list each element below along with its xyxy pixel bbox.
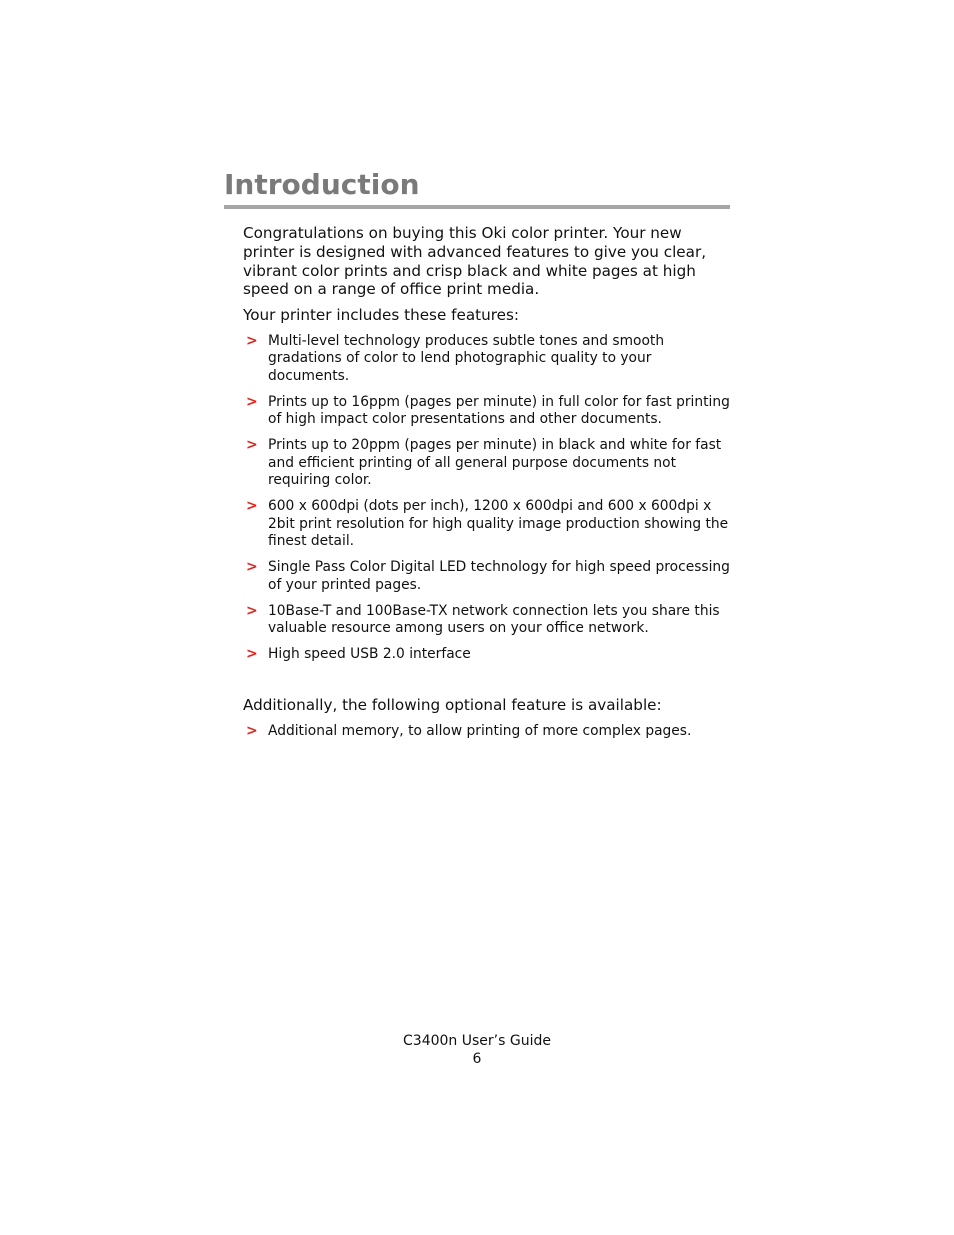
bullet-arrow-icon: > <box>246 602 258 619</box>
bullet-arrow-icon: > <box>246 559 258 576</box>
bullet-arrow-icon: > <box>246 722 258 739</box>
optional-feature-list <box>243 723 733 740</box>
list-item <box>243 603 733 638</box>
page-title: Introduction <box>224 168 420 201</box>
page-footer <box>0 1032 954 1068</box>
title-rule <box>224 205 730 209</box>
list-item <box>243 394 733 429</box>
feature-text: 10Base-T and 100Base-TX network connection lets you share this valuable resource among users on your office network. <box>268 602 720 637</box>
body-content <box>243 224 733 749</box>
bullet-arrow-icon: > <box>246 646 258 663</box>
feature-text: 600 x 600dpi (dots per inch), 1200 x 600dpi and 600 x 600dpi x 2bit print resolution for high quality image production showing the finest detail. <box>268 498 729 549</box>
page-number: 6 <box>472 1051 482 1067</box>
feature-text: High speed USB 2.0 interface <box>268 646 471 663</box>
optional-features-intro: Additionally, the following optional feature is available: <box>243 695 662 714</box>
guide-name: C3400n User’s Guide <box>403 1033 551 1049</box>
features-intro: Your printer includes these features: <box>243 306 519 325</box>
optional-feature-text: Additional memory, to allow printing of more complex pages. <box>268 722 692 739</box>
list-item <box>243 498 733 550</box>
list-item <box>243 559 733 594</box>
feature-text: Prints up to 20ppm (pages per minute) in black and white for fast and efficient printing of all general purpose documents not requiring color. <box>268 437 722 489</box>
heading-block <box>224 166 730 209</box>
feature-text: Multi-level technology produces subtle tones and smooth gradations of color to lend photographic quality to your documents. <box>268 332 665 384</box>
list-item <box>243 437 733 489</box>
bullet-arrow-icon: > <box>246 393 258 410</box>
bullet-arrow-icon: > <box>246 437 258 454</box>
feature-text: Single Pass Color Digital LED technology for high speed processing of your printed pages. <box>268 559 730 593</box>
feature-list <box>243 333 733 664</box>
list-item <box>243 646 733 663</box>
intro-paragraph: Congratulations on buying this Oki color printer. Your new printer is designed with advanced features to give you clear, vibrant color prints and crisp black and white pages at high speed on a range of office print media. <box>243 224 707 299</box>
bullet-arrow-icon: > <box>246 498 258 515</box>
list-item <box>243 333 733 385</box>
bullet-arrow-icon: > <box>246 332 258 349</box>
list-item <box>243 723 733 740</box>
feature-text: Prints up to 16ppm (pages per minute) in full color for fast printing of high impact color presentations and other documents. <box>268 393 730 428</box>
